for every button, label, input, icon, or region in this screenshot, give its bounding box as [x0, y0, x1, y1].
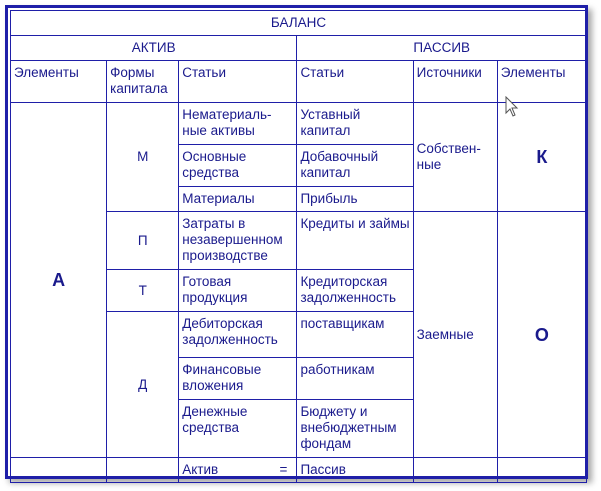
footer-aktiv-label: Актив — [182, 462, 219, 477]
article-right: поставщикам — [297, 312, 413, 358]
col-forms: Формы капитала — [107, 61, 179, 103]
source-borrowed: Заемные — [413, 212, 497, 458]
aktiv-header: АКТИВ — [11, 36, 297, 61]
article-right: Бюджету и внебюджетным фондам — [297, 400, 413, 458]
col-articles-right: Статьи — [297, 61, 413, 103]
article-left: Готовая продукция — [179, 270, 297, 312]
footer-equals: = — [279, 462, 288, 477]
article-right: Кредиты и займы — [297, 212, 413, 270]
article-right: Кредиторская задолженность — [297, 270, 413, 312]
col-elements-left: Элементы — [11, 61, 107, 103]
footer-aktiv — [179, 458, 297, 483]
form-t: Т — [107, 270, 179, 312]
passiv-header: ПАССИВ — [297, 36, 587, 61]
footer-empty — [107, 458, 179, 483]
form-d: Д — [107, 312, 179, 458]
article-right: Добавочный капитал — [297, 145, 413, 187]
footer-passiv: Пассив — [297, 458, 413, 483]
article-right: Уставный капитал — [297, 103, 413, 145]
article-left: Затраты в незавершенном производстве — [179, 212, 297, 270]
article-left: Материалы — [179, 187, 297, 212]
footer-empty — [413, 458, 497, 483]
mouse-pointer-icon — [505, 96, 519, 118]
article-right: Прибыль — [297, 187, 413, 212]
col-elements-right: Элементы — [497, 61, 586, 103]
source-own: Собствен-ные — [413, 103, 497, 212]
footer-empty — [11, 458, 107, 483]
form-p: П — [107, 212, 179, 270]
element-a: А — [11, 103, 107, 458]
article-left: Денежные средства — [179, 400, 297, 458]
article-left: Нематериаль-ные активы — [179, 103, 297, 145]
footer-empty — [497, 458, 586, 483]
element-k: К — [497, 103, 586, 212]
form-m: М — [107, 103, 179, 212]
table-title: БАЛАНС — [11, 11, 587, 36]
article-right: работникам — [297, 358, 413, 400]
article-left: Дебиторская задолженность — [179, 312, 297, 358]
article-left: Основные средства — [179, 145, 297, 187]
col-sources: Источники — [413, 61, 497, 103]
article-left: Финансовые вложения — [179, 358, 297, 400]
balance-table — [10, 10, 587, 483]
element-o: О — [497, 212, 586, 458]
col-articles-left: Статьи — [179, 61, 297, 103]
